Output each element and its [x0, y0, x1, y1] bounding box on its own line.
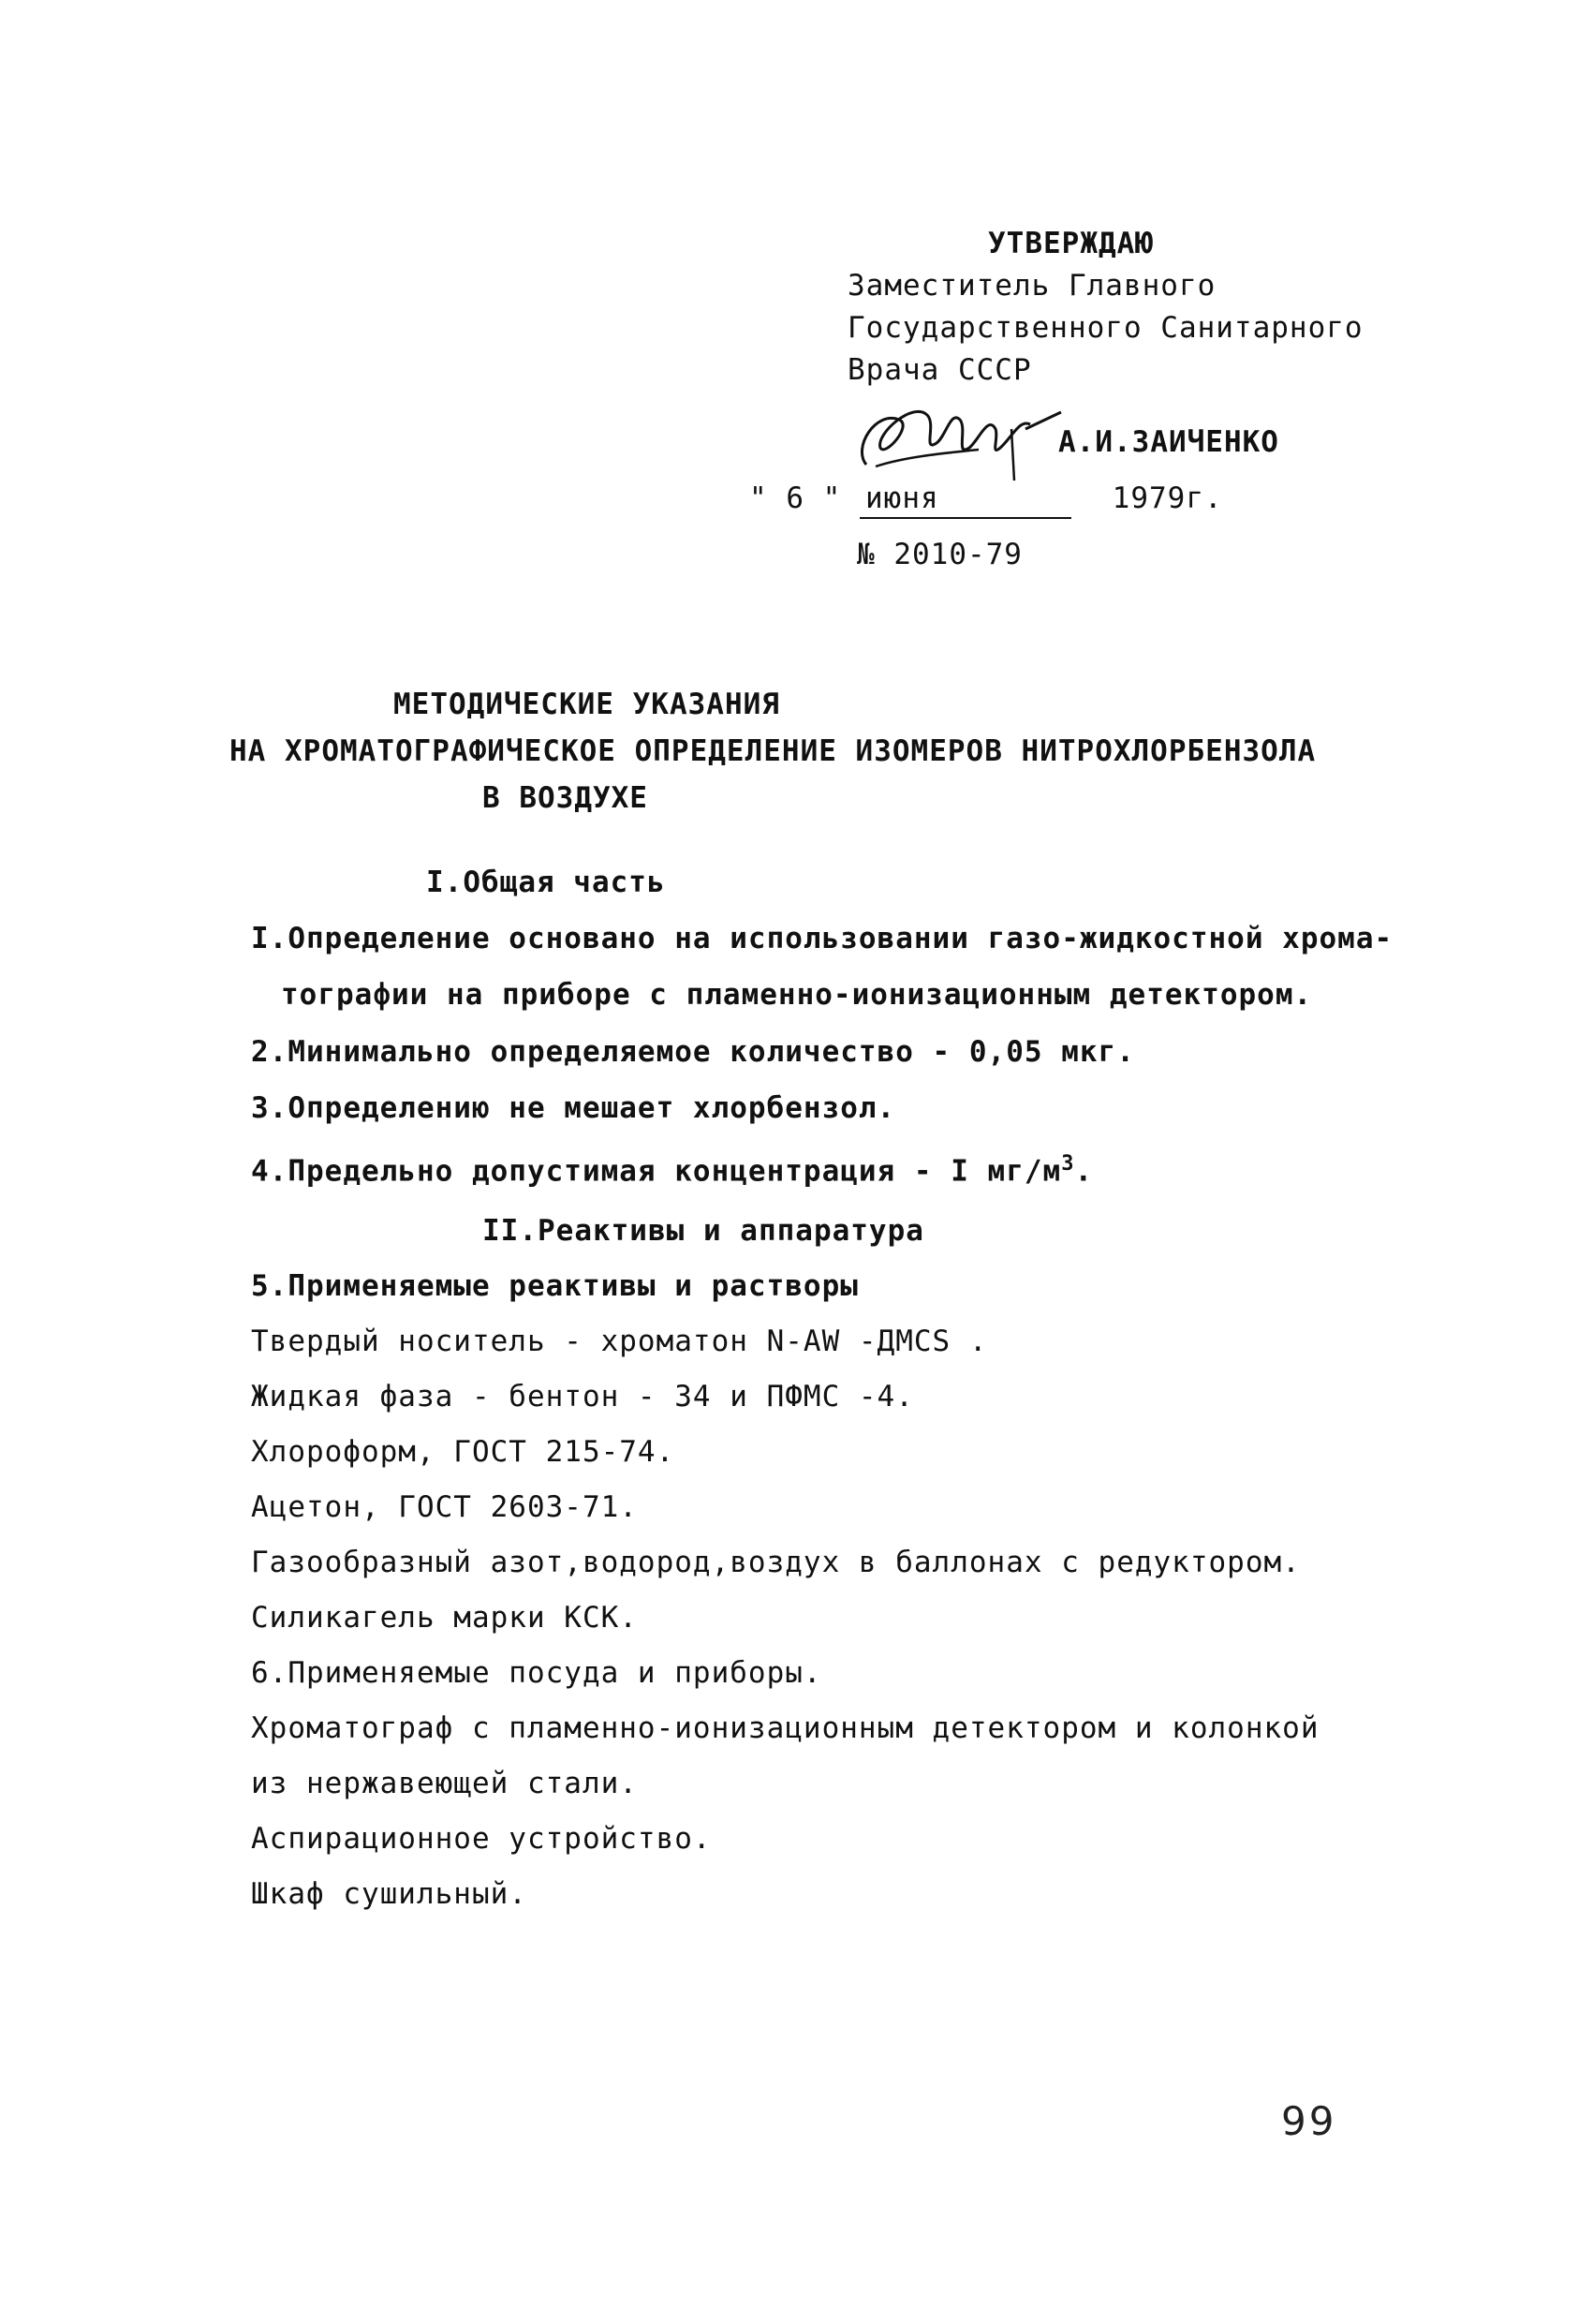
section2-line-2: Твердый носитель - хроматон N-AW -ДМCS .: [251, 1325, 988, 1358]
page-number: 99: [1281, 2098, 1337, 2144]
section1-item-2: 2.Минимально определяемое количество - 0,05 мкг.: [251, 1035, 1135, 1069]
approval-position-line1: Заместитель Главного: [848, 269, 1217, 303]
section2-line-7: Силикагель марки КСК.: [251, 1601, 638, 1635]
section1-item-4-tail: .: [1074, 1154, 1094, 1189]
date-year: 1979г.: [1112, 481, 1223, 515]
handwritten-signature: [848, 392, 1063, 485]
section1-item-1-cont: тографии на приборе с пламенно-ионизационным детектором.: [281, 978, 1313, 1012]
section2-line-5: Ацетон, ГОСТ 2603-71.: [251, 1490, 638, 1524]
section-title-reagents: II.Реактивы и аппаратура: [482, 1214, 924, 1248]
section1-item-1: I.Определение основано на использовании газо-жидкостной хрома-: [251, 922, 1394, 955]
section2-line-3: Жидкая фаза - бентон - 34 и ПФМС -4.: [251, 1380, 914, 1414]
approval-title: УТВЕРЖДАЮ: [988, 227, 1154, 260]
section2-line-8: 6.Применяемые посуда и приборы.: [251, 1656, 822, 1690]
document-title-line1: МЕТОДИЧЕСКИЕ УКАЗАНИЯ: [393, 688, 780, 721]
section2-line-12: Шкаф сушильный.: [251, 1877, 527, 1911]
signatory-name: А.И.ЗАИЧЕНКО: [1058, 425, 1279, 459]
section2-line-10: из нержавеющей стали.: [251, 1767, 638, 1800]
document-number: № 2010-79: [857, 538, 1023, 571]
section1-item-4: [251, 1146, 1093, 1190]
section2-line-6: Газообразный азот,водород,воздух в баллонах с редуктором.: [251, 1546, 1301, 1579]
document-title-line3: В ВОЗДУХЕ: [482, 781, 648, 815]
section2-line-9: Хроматограф с пламенно-ионизационным детектором и колонкой: [251, 1711, 1320, 1745]
unit-superscript: 3: [1061, 1152, 1075, 1176]
section2-line-4: Хлороформ, ГОСТ 215-74.: [251, 1435, 675, 1469]
document-title-line2: НА ХРОМАТОГРАФИЧЕСКОЕ ОПРЕДЕЛЕНИЕ ИЗОМЕРОВ НИТРОХЛОРБЕНЗОЛА: [229, 734, 1317, 768]
section1-item-4-text: 4.Предельно допустимая концентрация - I мг/м: [251, 1154, 1062, 1189]
section2-line-11: Аспирационное устройство.: [251, 1822, 712, 1856]
section-title-general: I.Общая часть: [426, 866, 666, 899]
approval-position-line3: Врача СССР: [848, 353, 1032, 387]
section1-item-3: 3.Определению не мешает хлорбензол.: [251, 1091, 896, 1125]
approval-date: [749, 480, 1223, 519]
approval-position-line2: Государственного Санитарного: [848, 311, 1364, 345]
date-day: " 6 ": [749, 481, 842, 515]
section2-line-1: 5.Применяемые реактивы и растворы: [251, 1269, 859, 1303]
date-month: июня: [860, 480, 1071, 519]
